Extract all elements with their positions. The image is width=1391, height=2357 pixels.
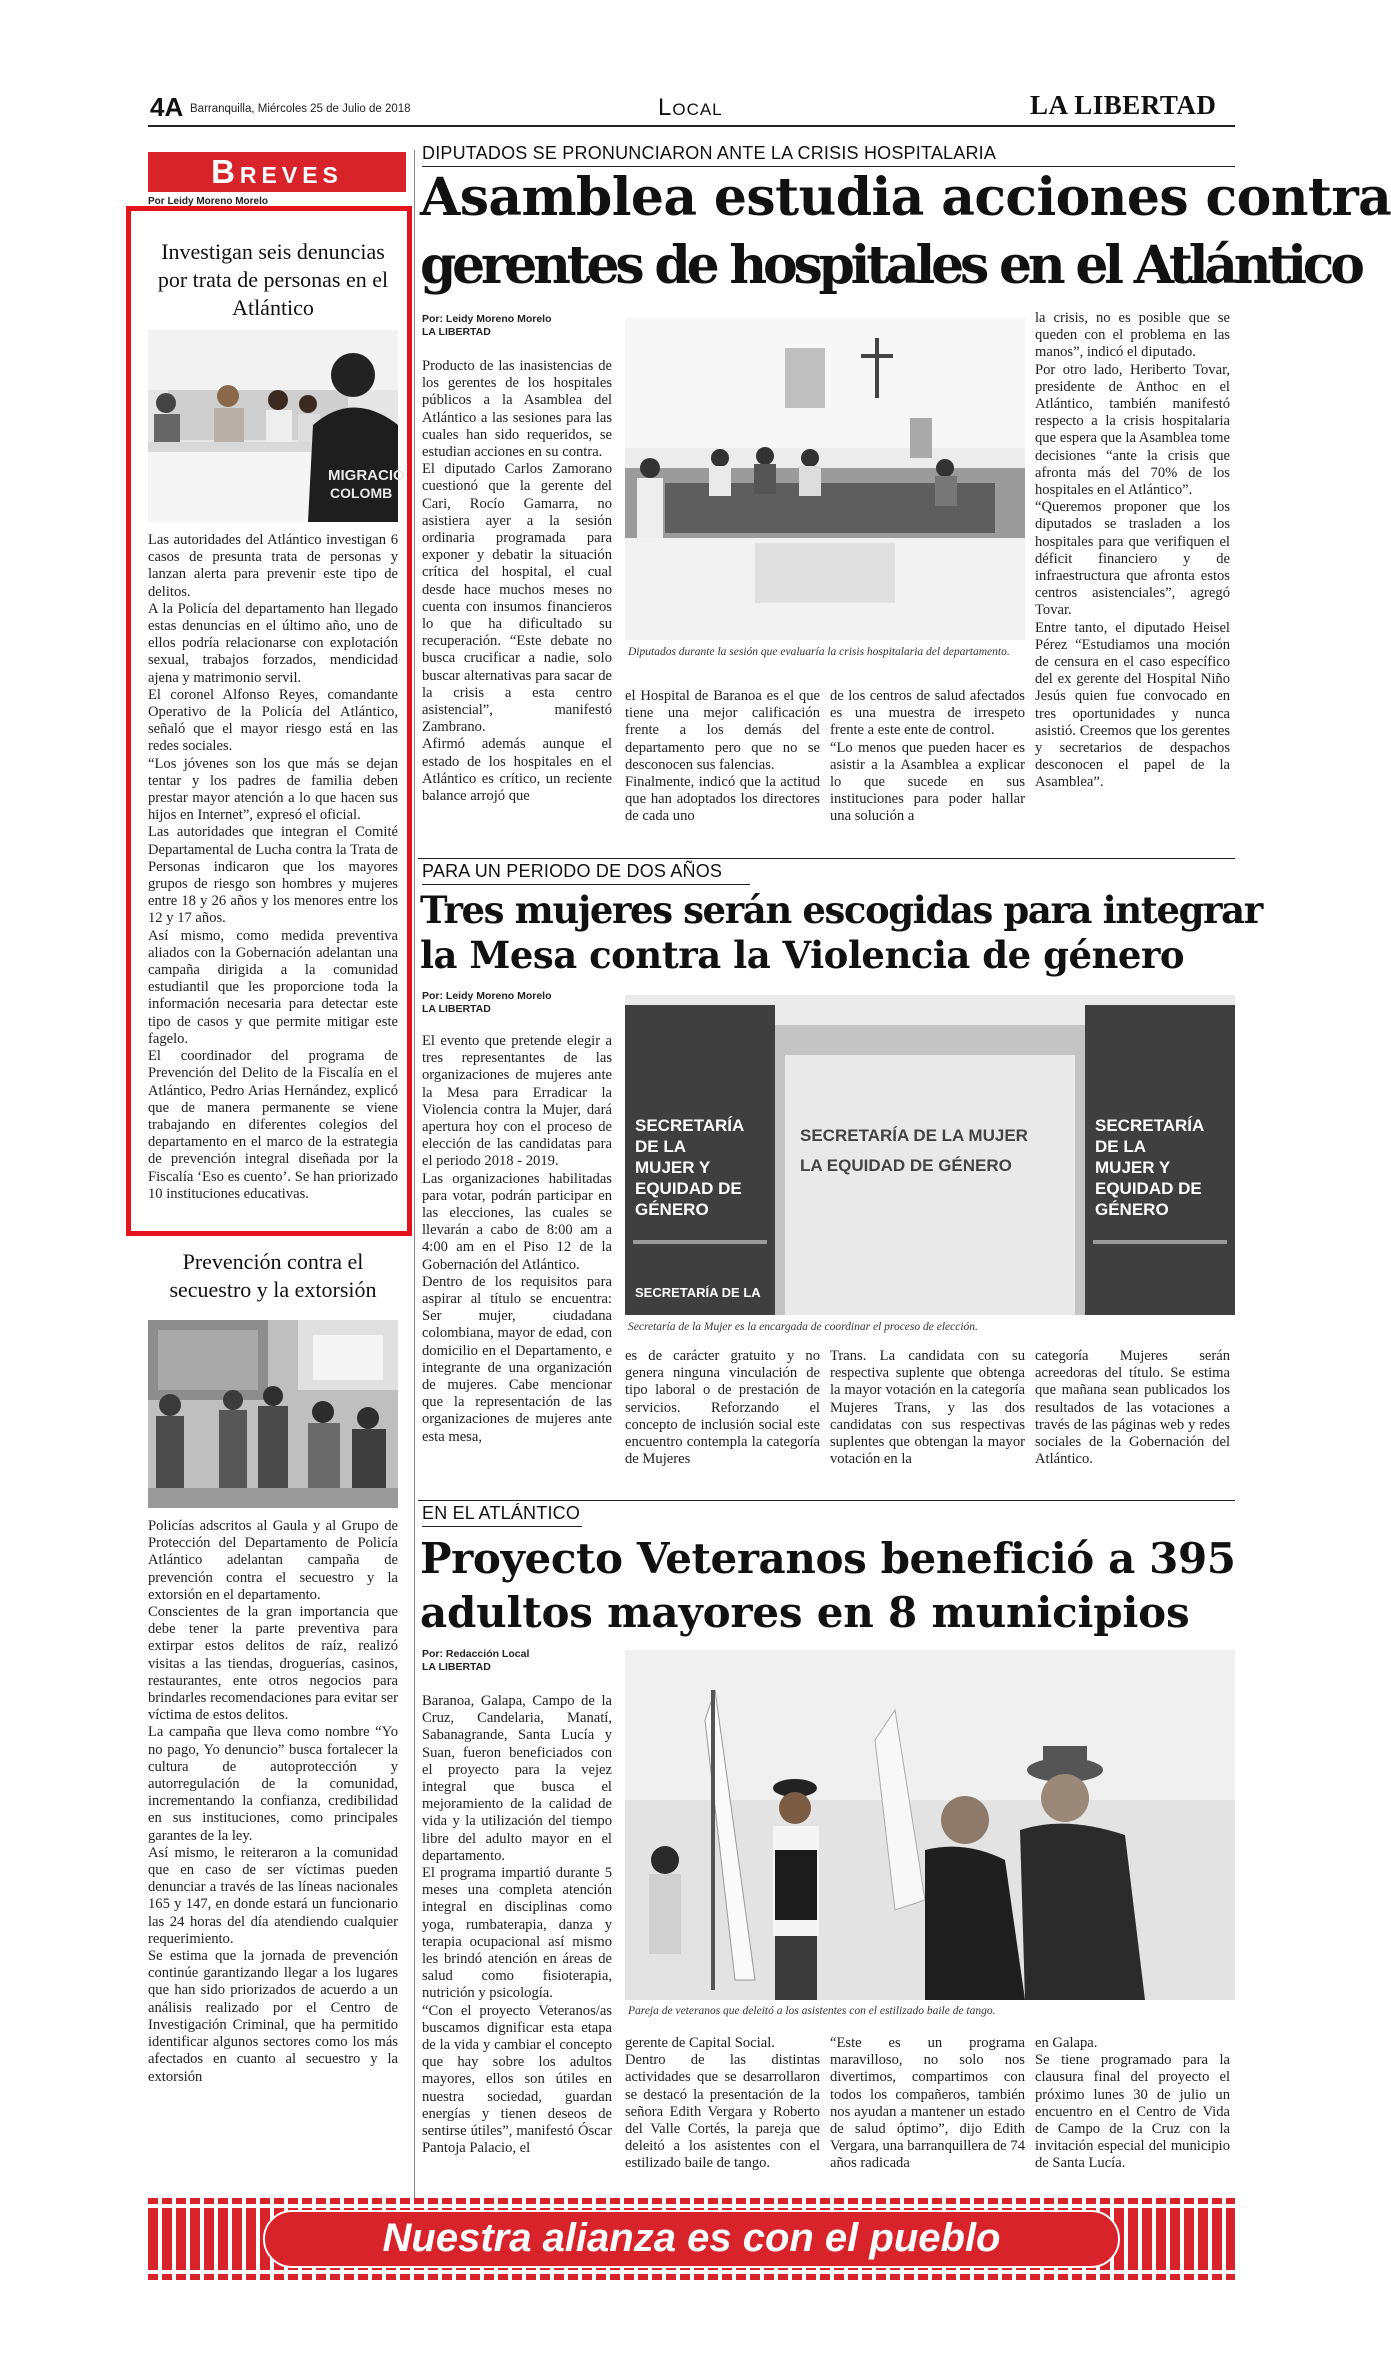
article1-bottom-rule bbox=[418, 858, 1235, 859]
article2-bottom-rule bbox=[418, 1500, 1235, 1501]
date-line: Barranquilla, Miércoles 25 de Julio de 2018 bbox=[190, 103, 411, 115]
breves-byline-cut: Por Leidy Moreno Morelo bbox=[148, 196, 269, 207]
article2-byline: Por: Leidy Moreno Morelo LA LIBERTAD bbox=[422, 990, 552, 1015]
article2-col1: El evento que pretende elegir a tres representantes de las organizaciones de mujeres ante la Mesa para Erradicar la Violencia contra la Mujer, dará apertura hoy con el proceso de elección de las candidatas para el periodo 2018 - 2019. Las organizaciones habilitadas para votar, podrán participar en las elecciones, las cuales se llevarán a cabo de 8:00 am a 4:00 am en el Piso 12 de la Gobernación del Atlántico. Dentro de los requisitos para aspirar al título se encuentra: Ser mujer, ciudadana colombiana, mayor de edad, con domicilio en el Departamento, e integrante de una organización de mujeres. Cabe mencionar que la representación de las organizaciones de mujeres ante esta mesa, bbox=[422, 1033, 612, 1445]
breves-tag: Breves bbox=[148, 152, 406, 192]
article2-headline-line2: la Mesa contra la Violencia de género bbox=[420, 933, 1185, 977]
article1-col3: de los centros de salud afectados es una muestra de irrespeto frente a este ente de control. “Lo menos que pueden hacer es asistir a la Asamblea a explicar lo que sucede en sus instituciones para poder hallar una solución a bbox=[830, 688, 1025, 825]
article2-headline-line1: Tres mujeres serán escogidas para integrar bbox=[420, 888, 1262, 932]
trafficking-meeting-photo bbox=[148, 330, 405, 522]
article3-caption: Pareja de veteranos que deleitó a los asistentes con el estilizado baile de tango. bbox=[628, 2005, 996, 2017]
breves-story2-body: Policías adscritos al Gaula y al Grupo de Protección del Departamento de Policía Atlántico adelantan campaña de prevención contra el secuestro y la extorsión en el departamento. Conscientes de la gran importancia que debe tener la parte preventiva para extirpar estos delitos de raíz, realizó visitas a las tiendas, droguerías, casinos, restaurantes, ente otros negocios para brindarles recomendaciones para evitar ser víctima de estos delitos. La campaña que lleva como nombre “Yo no pago, Yo denuncio” busca fortalecer la cultura de autoprotección y autorregulación de la comunidad, incrementando la confianza, credibilidad en sus instituciones, como principales garantes de la ley. Así mismo, le reiteraron a la comunidad que en caso de ser víctimas pueden denunciar a través de las líneas nacionales 165 y 147, en donde estará un funcionario las 24 horas del día atendiendo cualquier requerimiento. Se estima que la jornada de prevención continúe garantizando llegar a los lugares que han sido priorizados de acuerdo a un análisis realizado por el Centro de Investigación Criminal, que ha permitido identificar algunos sectores como los más afectados en cuanto al secuestro y la extorsión bbox=[148, 1518, 398, 2085]
sign-left: SECRETARÍA DE LA MUJER Y EQUIDAD DE GÉNERO bbox=[635, 1116, 744, 1219]
article2-kicker: PARA UN PERIODO DE DOS AÑOS bbox=[422, 861, 723, 881]
article3-headline-line1: Proyecto Veteranos benefició a 395 bbox=[420, 1534, 1236, 1583]
assembly-session-photo bbox=[625, 318, 1025, 640]
column-divider bbox=[414, 150, 415, 2200]
footer-slogan: Nuestra alianza es con el pueblo bbox=[382, 2216, 1001, 2260]
glass-door-text: SECRETARÍA DE LA MUJER LA EQUIDAD DE GÉNERO bbox=[800, 1126, 1028, 1175]
article3-col3: “Este es un programa maravilloso, no solo nos divertimos, compartimos con todos los compañeros, también nos ayudan a mantener un estado de salud óptimo”, dijo Edith Vergara, una barranquillera de 74 años radicada bbox=[830, 2035, 1025, 2172]
article3-headline-line2: adultos mayores en 8 municipios bbox=[420, 1588, 1190, 1637]
breves-story1-title: Investigan seis denuncias por trata de personas en el Atlántico bbox=[157, 239, 389, 320]
article3-kicker: EN EL ATLÁNTICO bbox=[422, 1503, 581, 1523]
article3-col4: en Galapa. Se tiene programado para la clausura final del proyecto el próximo lunes 30 de julio un encuentro en el Centro de Vida de Campo de la Cruz con la invitación especial del municipio de Santa Lucía. bbox=[1035, 2035, 1230, 2172]
section-name: Local bbox=[658, 94, 723, 121]
article2-col4: categoría Mujeres serán acreedoras del título. Se estima que mañana sean publicados los resultados de las votaciones a través de las páginas web y redes sociales de la Gobernación del Atlántico. bbox=[1035, 1348, 1230, 1468]
article1-headline-line1: Asamblea estudia acciones contra bbox=[420, 167, 1391, 228]
sign-bottom: SECRETARÍA DE LA bbox=[635, 1285, 761, 1300]
article1-byline: Por: Leidy Moreno Morelo LA LIBERTAD bbox=[422, 313, 552, 338]
article2-kicker-rule bbox=[422, 884, 750, 885]
header-rule bbox=[148, 125, 1235, 127]
article1-headline-line2: gerentes de hospitales en el Atlántico bbox=[420, 235, 1361, 296]
police-campaign-photo bbox=[148, 1320, 398, 1508]
article3-kicker-rule bbox=[422, 1526, 582, 1527]
trafficking-meeting-illustration bbox=[148, 330, 405, 522]
article3-byline: Por: Redacción Local LA LIBERTAD bbox=[422, 1648, 530, 1673]
article2-caption: Secretaría de la Mujer es la encargada de coordinar el proceso de elección. bbox=[628, 1321, 978, 1333]
assembly-session-illustration bbox=[625, 318, 1025, 640]
article3-col2: gerente de Capital Social. Dentro de las distintas actividades que se desarrollaron se destacó la presentación de la señora Edith Vergara y Roberto del Valle Cortés, la pareja que deleitó a los asistentes con el estilizado baile de tango. bbox=[625, 2035, 820, 2172]
svg-text:COLOMB: COLOMB bbox=[330, 485, 393, 501]
police-campaign-illustration bbox=[148, 1320, 398, 1508]
footer-stripe-top bbox=[148, 2198, 1235, 2204]
veterans-tango-illustration bbox=[625, 1650, 1235, 2000]
veterans-tango-photo bbox=[625, 1650, 1235, 2000]
masthead: LA LIBERTAD bbox=[1030, 90, 1217, 120]
womens-secretariat-photo bbox=[625, 995, 1235, 1315]
breves-story1-body: Las autoridades del Atlántico investigan 6 casos de presunta trata de personas y lanzan alerta para prevenir este tipo de delitos. A la Policía del departamento han llegado estas denuncias en el último año, uno de ellos podría relacionarse con explotación sexual, trabajos forzados, mendicidad ajena y matrimonio servil. El coronel Alfonso Reyes, comandante Operativo de la Policía del Atlántico, señaló que el mayor riesgo está en las redes sociales. “Los jóvenes son los que más se dejan tentar y los padres de familia deben prestar mayor atención a lo que hacen sus hijos en Internet”, expresó el oficial. Las autoridades que integran el Comité Departamental de Lucha contra la Trata de Personas indicaron que los mayores grupos de riesgo son hombres y mujeres entre 18 y 26 años y los menores entre los 12 y 17 años. Así mismo, como medida preventiva aliados con la Gobernación adelantan una campaña dirigida a la comunidad estudiantil que les proporcione toda la información necesaria para detectar este tipo de casos y que permite mitigar este fagelo. El coordinador del programa de Prevención del Delito de la Fiscalía en el Atlántico, Pedro Arias Hernández, explicó que de manera permanente se viene trabajando en diferentes colegios del departamento en el marco de la estrategia de prevención integral diseñada por la Fiscalía ‘Eso es cuento’. Se han priorizado 10 instituciones educativas. bbox=[148, 532, 398, 1202]
article1-col2: el Hospital de Baranoa es el que tiene una mejor calificación frente a los demás del departamento pero que no se desconocen sus falencias. Finalmente, indicó que la actitud que han adoptados los directores de cada uno bbox=[625, 688, 820, 825]
article3-col1: Baranoa, Galapa, Campo de la Cruz, Candelaria, Manatí, Sabanagrande, Santa Lucía y Suan, fueron beneficiados con el proyecto para la vejez integral que busca el mejoramiento de la calidad de vida y la utilización del tiempo libre del adulto mayor en el departamento. El programa impartió durante 5 meses una completa atención integral en disciplinas como yoga, rumbaterapia, danza y terapia ocupacional así mismo les brindó atención en áreas de salud como fisioterapia, nutrición y psicología. “Con el proyecto Veteranos/as buscamos dignificar esta etapa de la vida y cambiar el concepto que hay sobre los adultos mayores, ellos son útiles en nuestra sociedad, guardan energías y tienen deseos de sentirse útiles”, manifestó Óscar Pantoja Palacio, el bbox=[422, 1693, 612, 2157]
footer-banner bbox=[148, 2208, 1235, 2270]
breves-story2-title: Prevención contra el secuestro y la extorsión bbox=[169, 1249, 377, 1302]
article2-col2: es de carácter gratuito y no genera ninguna vinculación de tipo laboral o de prestación de servicios. Reforzando el concepto de inclusión social este encuentro contempla la categoría de Mujeres bbox=[625, 1348, 820, 1468]
article1-caption: Diputados durante la sesión que evaluaría la crisis hospitalaria del departamento. bbox=[628, 646, 1010, 658]
sign-right: SECRETARÍA DE LA MUJER Y EQUIDAD DE GÉNERO bbox=[1095, 1116, 1204, 1219]
article2-col3: Trans. La candidata con su respectiva suplente que obtenga la mayor votación en la categoría Mujeres Trans, y las dos candidatas con sus respectivas suplentes que obtengan la mayor votación en la bbox=[830, 1348, 1025, 1468]
article1-col4: la crisis, no es posible que se queden con el problema en las manos”, indicó el diputado. Por otro lado, Heriberto Tovar, presidente de Anthoc en el Atlántico, también manifestó respecto a la crisis hospitalaria que espera que la Asamblea tome decisiones “ante la crisis que afronta más del 70% de los hospitales en el Atlántico”. “Queremos proponer que los diputados se trasladen a los hospitales para que verifiquen el déficit financiero y de infraestructura que afronta estos centros asistenciales”, agregó Tovar. Entre tanto, el diputado Heisel Pérez “Estudiamos una moción de censura en el caso específico del ex gerente del Hospital Niño Jesús quien fue convocado en tres oportunidades y nunca asistió. Creemos que los gerentes y secretarios de despachos desconocen el papel de la Asamblea”. bbox=[1035, 310, 1230, 791]
migracion-logo-text: MIGRACIÓ bbox=[328, 467, 405, 484]
article1-col1: Producto de las inasistencias de los gerentes de los hospitales públicos a la Asamblea del Atlántico a las sesiones para las cuales han sido requeridos, se estudian acciones en su contra. El diputado Carlos Zamorano cuestionó que la gerente del Cari, Rocío Gamarra, no asistiera ayer a la sesión ordinaria programada para exponer y debatir la situación crítica del hospital, el cual desde hace muchos meses no cuenta con insumos financieros lo que ha dificultado su recuperación. “Este debate no busca crucificar a nadie, solo buscar alternativas para sacar de la crisis a esta centro asistencial”, manifestó Zambrano. Afirmó además aunque el estado de los hospitales en el Atlántico es crítico, un reciente balance arrojó que bbox=[422, 358, 612, 805]
footer-stripe-bottom bbox=[148, 2274, 1235, 2280]
article1-kicker: DIPUTADOS SE PRONUNCIARON ANTE LA CRISIS HOSPITALARIA bbox=[422, 143, 997, 163]
page-number: 4A bbox=[150, 92, 184, 122]
